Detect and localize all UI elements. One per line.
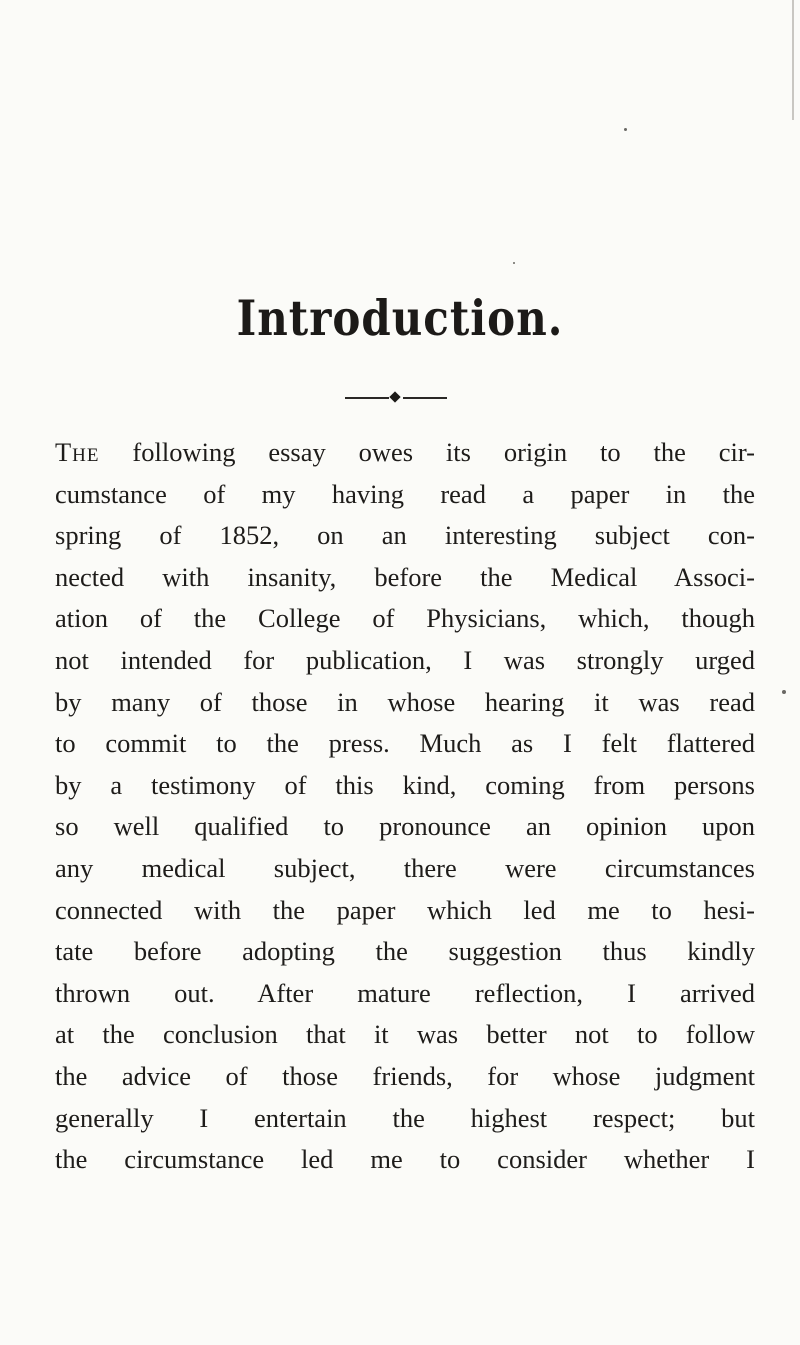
text-line: any medical subject, there were circumstances (55, 852, 755, 883)
text-line: nected with insanity, before the Medical Associ- (55, 561, 755, 592)
text-line: connected with the paper which led me to hesi- (55, 894, 755, 925)
text-line: the circumstance led me to consider whether I (55, 1144, 755, 1175)
text-line: ation of the College of Physicians, which, though (55, 603, 755, 634)
paper-speck (624, 128, 627, 131)
page-edge-shadow (792, 0, 794, 120)
text-line: to commit to the press. Much as I felt flattered (55, 728, 755, 759)
text-line: thrown out. After mature reflection, I arrived (55, 977, 755, 1008)
text-line: generally I entertain the highest respect; but (55, 1102, 755, 1133)
text-line: not intended for publication, I was strongly urged (55, 644, 755, 675)
text-line: at the conclusion that it was better not to follow (55, 1019, 755, 1050)
diamond-rule-ornament-icon (345, 390, 450, 406)
ornament-rule-right (403, 397, 447, 399)
line-text: following essay owes its origin to the cir- (99, 437, 755, 467)
text-line: spring of 1852, on an interesting subject con- (55, 520, 755, 551)
text-line: by many of those in whose hearing it was read (55, 686, 755, 717)
text-line: by a testimony of this kind, coming from persons (55, 769, 755, 800)
paper-speck (513, 262, 515, 264)
body-paragraph (55, 432, 755, 1181)
text-line (55, 432, 755, 474)
page-title: Introduction. (236, 290, 564, 347)
ornament-rule-left (345, 397, 389, 399)
opening-word: The (55, 437, 100, 467)
text-line: so well qualified to pronounce an opinion upon (55, 811, 755, 842)
ornament-diamond (389, 391, 400, 402)
text-line: tate before adopting the suggestion thus kindly (55, 936, 755, 967)
text-line: cumstance of my having read a paper in the (55, 478, 755, 509)
paper-speck (782, 690, 786, 694)
text-line: the advice of those friends, for whose judgment (55, 1060, 755, 1091)
